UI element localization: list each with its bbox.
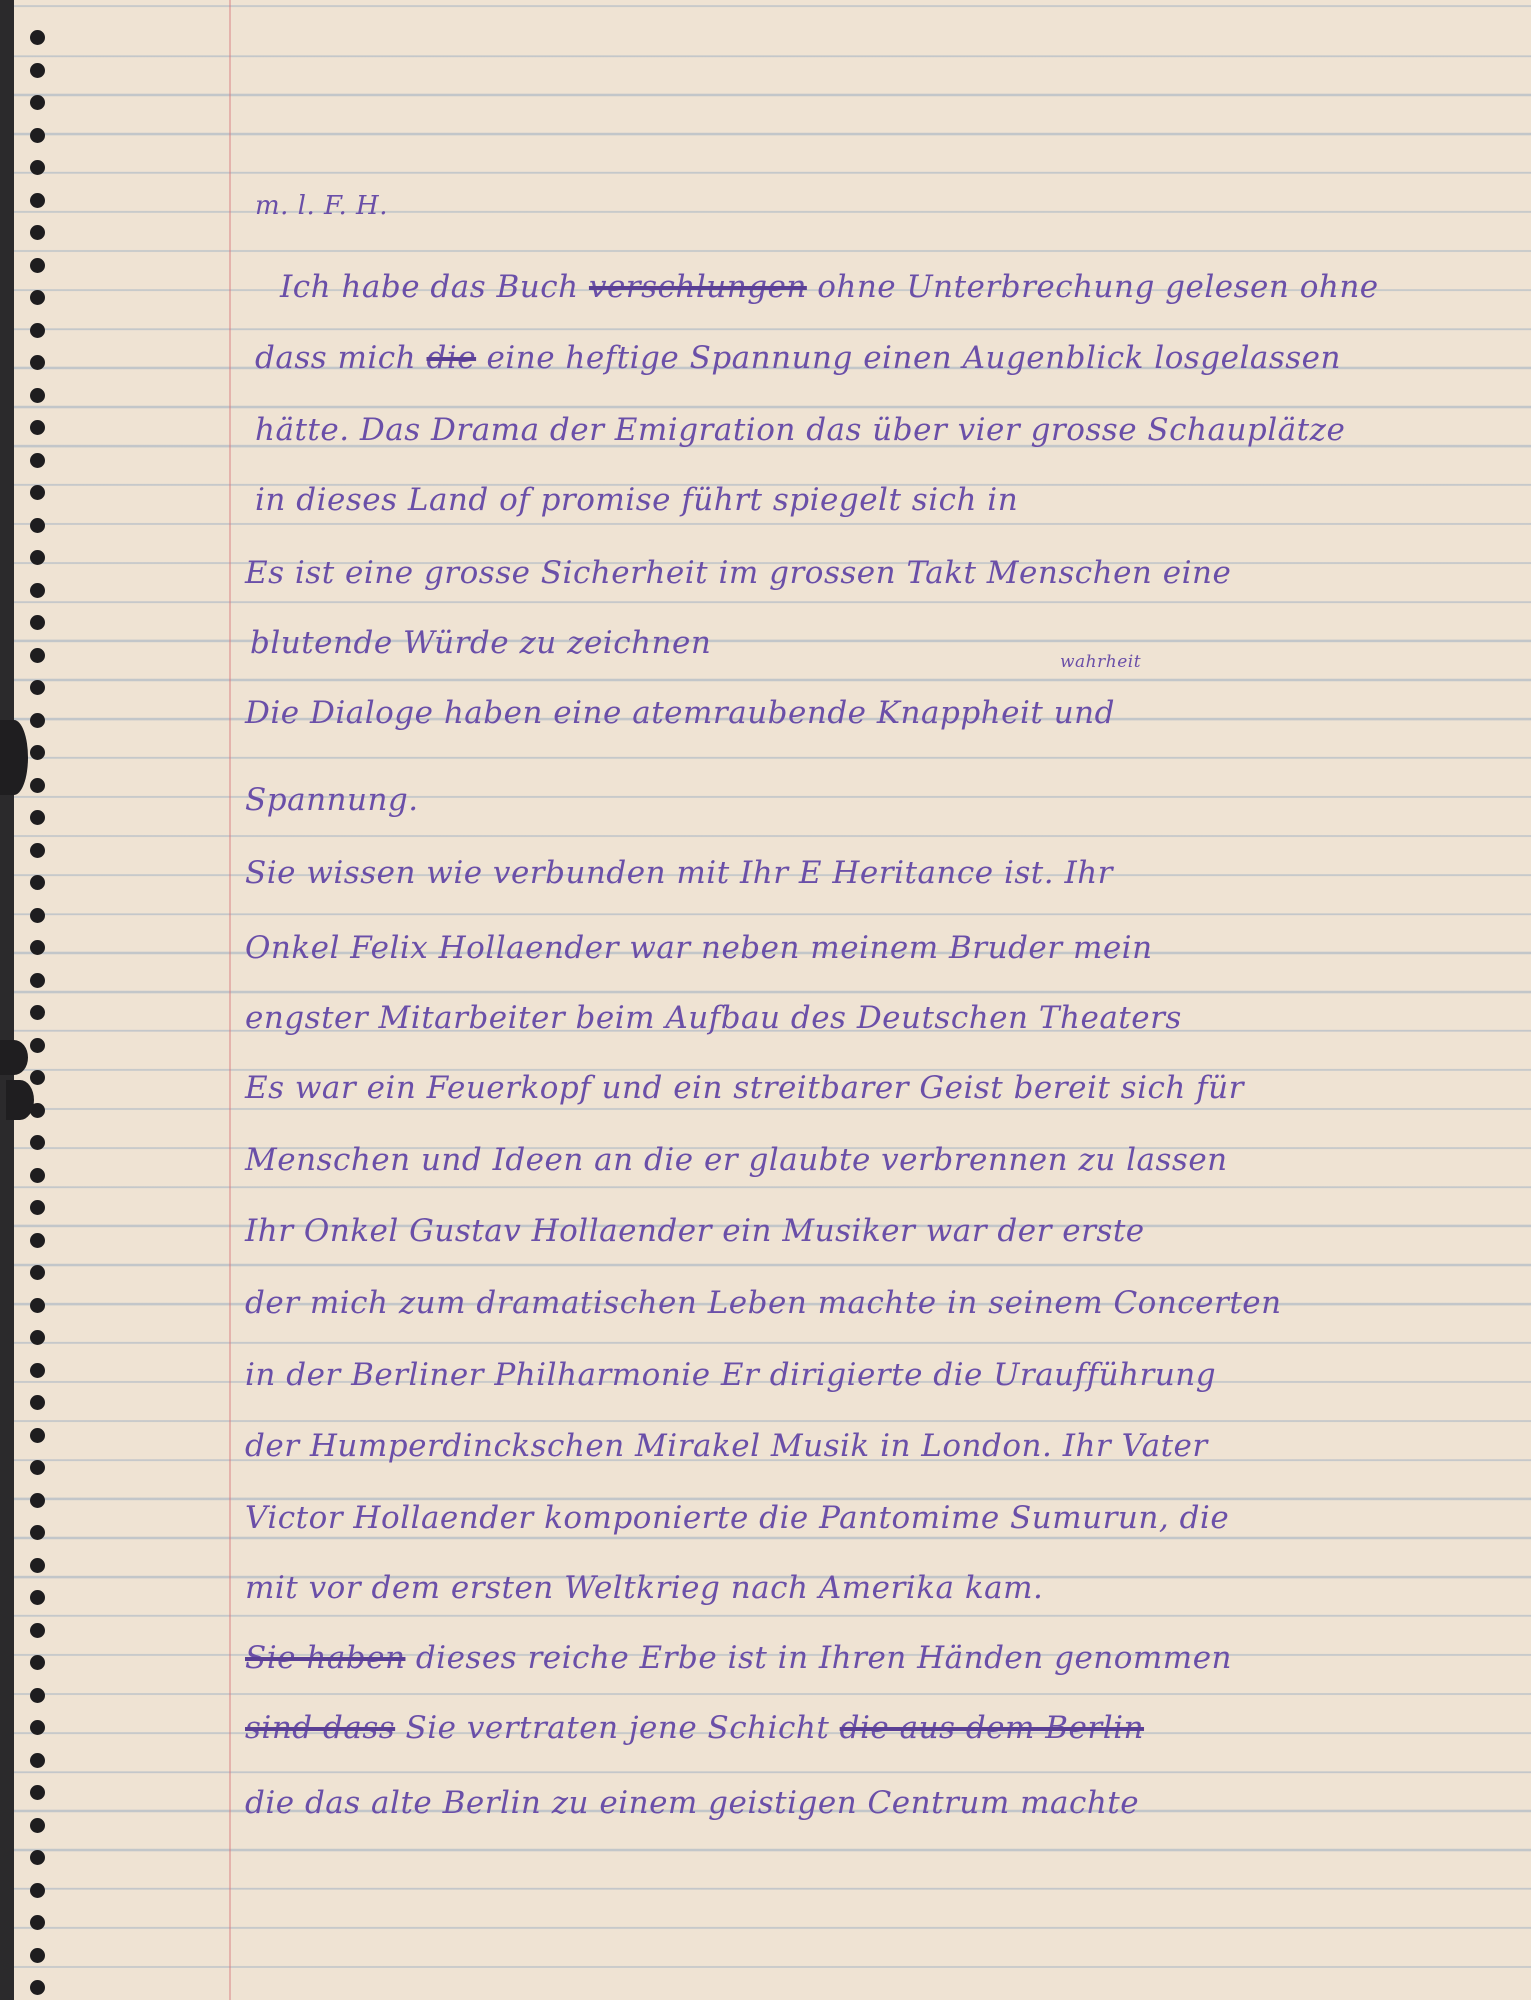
salutation: m. l. F. H.: [255, 191, 388, 221]
letter-line-10: Onkel Felix Hollaender war neben meinem Bruder mein: [245, 930, 1153, 966]
letter-line-15: der mich zum dramatischen Leben machte in seinem Concerten: [245, 1285, 1282, 1321]
struck-word: verschlungen: [588, 269, 807, 305]
letter-line-20: Sie haben dieses reiche Erbe ist in Ihren Händen genommen: [245, 1640, 1233, 1676]
letter-line-17: der Humperdinckschen Mirakel Musik in London. Ihr Vater: [245, 1428, 1208, 1464]
letter-line-13: Menschen und Ideen an die er glaubte verbrennen zu lassen: [245, 1142, 1228, 1178]
struck-word: die aus dem Berlin: [839, 1710, 1145, 1746]
letter-line-19: mit vor dem ersten Weltkrieg nach Amerika kam.: [245, 1570, 1044, 1606]
letter-line-16: in der Berliner Philharmonie Er dirigierte die Uraufführung: [245, 1357, 1217, 1393]
struck-word: Sie haben: [245, 1640, 406, 1676]
letter-line-8: Spannung.: [245, 782, 419, 818]
struck-word: die: [426, 340, 477, 376]
letter-line-3: hätte. Das Drama der Emigration das über vier grosse Schauplätze: [255, 412, 1346, 448]
letter-line-5: Es ist eine grosse Sicherheit im grossen Takt Menschen eine: [245, 555, 1232, 591]
letter-line-12: Es war ein Feuerkopf und ein streitbarer Geist bereit sich für: [245, 1070, 1244, 1106]
letter-line-7: Die Dialoge haben eine atemraubende Knappheit und: [245, 695, 1115, 731]
letter-line-9: Sie wissen wie verbunden mit Ihr E Heritance ist. Ihr: [245, 855, 1113, 891]
letter-line-6: blutende Würde zu zeichnen: [250, 625, 712, 661]
letter-line-11: engster Mitarbeiter beim Aufbau des Deutschen Theaters: [245, 1000, 1182, 1036]
letter-line-22: die das alte Berlin zu einem geistigen Centrum machte: [245, 1785, 1140, 1821]
interlinear-insertion: wahrheit: [1060, 652, 1142, 672]
struck-word: sind dass: [245, 1710, 396, 1746]
letter-line-21: sind dass Sie vertraten jene Schicht die aus dem Berlin: [245, 1710, 1145, 1746]
letter-line-1: Ich habe das Buch verschlungen ohne Unterbrechung gelesen ohne: [280, 269, 1379, 305]
letter-line-18: Victor Hollaender komponierte die Pantomime Sumurun, die: [245, 1500, 1230, 1536]
letter-line-4: in dieses Land of promise führt spiegelt sich in: [255, 482, 1019, 518]
letter-line-14: Ihr Onkel Gustav Hollaender ein Musiker war der erste: [245, 1213, 1145, 1249]
letter-line-2: dass mich die eine heftige Spannung einen Augenblick losgelassen: [255, 340, 1341, 376]
